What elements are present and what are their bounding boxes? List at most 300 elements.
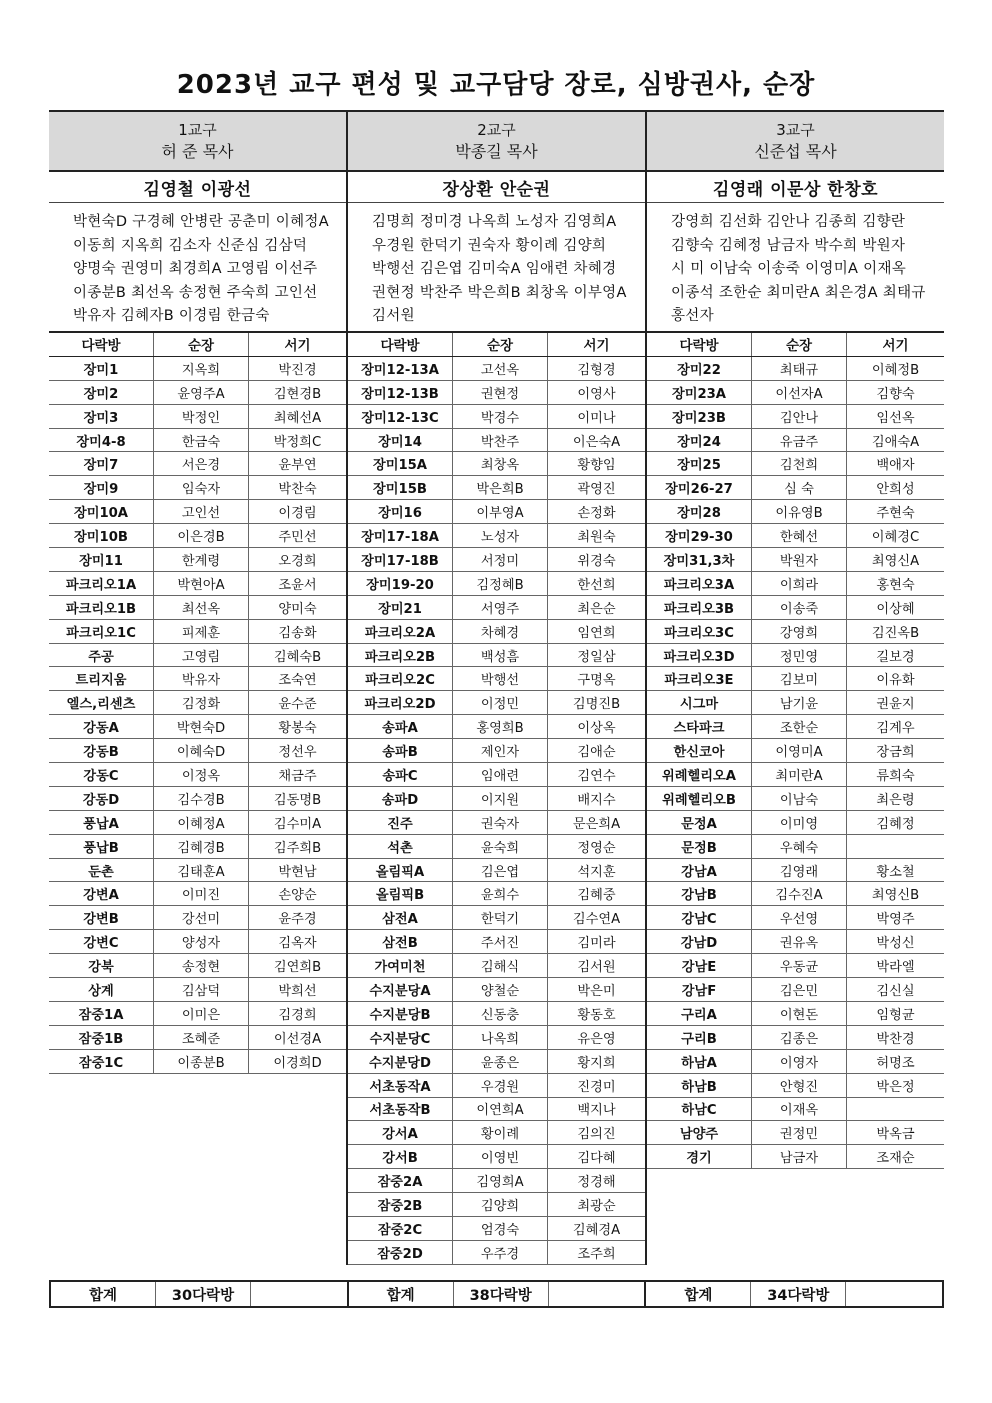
- secretary-name: 윤부연: [249, 452, 347, 476]
- table-row: [49, 428, 346, 452]
- cell-group-name: 파크리오3C: [647, 619, 752, 643]
- leader-name: 권숙자: [453, 810, 548, 834]
- secretary-name: 정영순: [548, 834, 646, 858]
- cell-group-name: 잠중2D: [348, 1240, 453, 1264]
- cell-group-name: 파크리오2B: [348, 643, 453, 667]
- total-label: 합계: [386, 1287, 415, 1304]
- leader-name: 이미영: [752, 810, 847, 834]
- leader-name: 윤숙희: [453, 834, 548, 858]
- leader-name: 박현숙D: [154, 715, 249, 739]
- elders-names: 장상환 안순권: [348, 172, 645, 203]
- cell-group-name: 장미1: [49, 356, 154, 380]
- table-row: [348, 476, 645, 500]
- table-row: [348, 834, 645, 858]
- leader-name: 이정옥: [154, 763, 249, 787]
- cell-group-name: 파크리오1C: [49, 619, 154, 643]
- leader-name: 김정혜B: [453, 571, 548, 595]
- secretary-name: 배지수: [548, 786, 646, 810]
- total-count: 34다락방: [750, 1282, 845, 1306]
- district-name: 2교구: [477, 121, 516, 139]
- leader-name: 한금숙: [154, 428, 249, 452]
- district-2-column: [346, 110, 647, 1265]
- table-row: [647, 452, 944, 476]
- secretary-name: 박옥금: [847, 1121, 945, 1145]
- leader-name: 우혜숙: [752, 834, 847, 858]
- secretary-name: 윤수준: [249, 691, 347, 715]
- leader-name: 한혜선: [752, 524, 847, 548]
- leader-name: 최창옥: [453, 452, 548, 476]
- cell-group-name: 주공: [49, 643, 154, 667]
- secretary-name: 정일삼: [548, 643, 646, 667]
- table-row: [49, 643, 346, 667]
- table-row: [348, 524, 645, 548]
- secretary-name: 권윤지: [847, 691, 945, 715]
- table-row: [647, 739, 944, 763]
- secretary-name: 김경희: [249, 1001, 347, 1025]
- secretary-name: 황향임: [548, 452, 646, 476]
- table-row: [49, 356, 346, 380]
- leader-name: 나옥희: [453, 1025, 548, 1049]
- table-row: [348, 1097, 645, 1121]
- cell-group-name: 수지분당B: [348, 1001, 453, 1025]
- table-row: [647, 810, 944, 834]
- secretary-name: 최은순: [548, 595, 646, 619]
- leader-name: 박경수: [453, 404, 548, 428]
- secretary-name: 김수미A: [249, 810, 347, 834]
- table-row: [49, 1001, 346, 1025]
- secretary-name: 이은숙A: [548, 428, 646, 452]
- cell-group-name: 상계: [49, 978, 154, 1002]
- deacon-line: 김명희 정미경 나옥희 노성자 김영희A: [372, 214, 617, 230]
- secretary-name: 오경희: [249, 548, 347, 572]
- cell-group-name: 석촌: [348, 834, 453, 858]
- deacon-line: 시 미 이남숙 이송죽 이영미A 이재옥: [671, 261, 907, 277]
- cell-group-name: 장미23B: [647, 404, 752, 428]
- secretary-name: 조윤서: [249, 571, 347, 595]
- table-row: [348, 1049, 645, 1073]
- table-row: [49, 380, 346, 404]
- table-row: [49, 930, 346, 954]
- secretary-name: 김의진: [548, 1121, 646, 1145]
- table-row: [348, 1240, 645, 1264]
- table-row: [647, 882, 944, 906]
- cell-group-name: 장미12-13C: [348, 404, 453, 428]
- cell-group-name: 가여미천: [348, 954, 453, 978]
- leader-name: 이미진: [154, 882, 249, 906]
- deacon-line: 박현숙D 구경혜 안병란 공춘미 이혜정A: [73, 214, 329, 230]
- leader-name: 유금주: [752, 428, 847, 452]
- secretary-name: 이상옥: [548, 715, 646, 739]
- cell-group-name: 강동B: [49, 739, 154, 763]
- secretary-name: 조재순: [847, 1145, 945, 1169]
- district-name: 1교구: [178, 121, 217, 139]
- pastor-name: 신준섭 목사: [754, 142, 837, 161]
- deacon-line: 이종분B 최선옥 송정현 주숙희 고인선: [73, 284, 318, 301]
- cell-group-name: 장미21: [348, 595, 453, 619]
- secretary-name: 박라엘: [847, 954, 945, 978]
- deacon-line: 김서원: [372, 308, 415, 324]
- leader-name: 이재옥: [752, 1097, 847, 1121]
- total-label: 합계: [88, 1287, 117, 1304]
- table-row: [647, 1121, 944, 1145]
- table-row: [647, 858, 944, 882]
- cell-group-name: 장미14: [348, 428, 453, 452]
- leader-name: 안형진: [752, 1073, 847, 1097]
- totals-row: [49, 1280, 944, 1308]
- leader-name: 우선영: [752, 906, 847, 930]
- pastor-name: 박종길 목사: [455, 142, 538, 161]
- leader-name: 이영빈: [453, 1145, 548, 1169]
- leader-name: 황이례: [453, 1121, 548, 1145]
- table-row: [348, 1001, 645, 1025]
- cell-group-name: 강남E: [647, 954, 752, 978]
- table-row: [348, 763, 645, 787]
- leader-name: 김정화: [154, 691, 249, 715]
- leader-name: 김양희: [453, 1193, 548, 1217]
- secretary-name: 김애숙A: [847, 428, 945, 452]
- deacon-line: 박유자 김혜자B 이경림 한금숙: [73, 308, 270, 324]
- secretary-name: 박성신: [847, 930, 945, 954]
- cell-group-name: 잠중2B: [348, 1193, 453, 1217]
- leader-name: 임숙자: [154, 476, 249, 500]
- secretary-name: 백지나: [548, 1097, 646, 1121]
- secretary-name: 이상혜: [847, 595, 945, 619]
- deacon-line: 강영희 김선화 김안나 김종희 김향란: [671, 214, 906, 230]
- cell-group-name: 강변A: [49, 882, 154, 906]
- secretary-name: 이영사: [548, 380, 646, 404]
- secretary-name: 구명옥: [548, 667, 646, 691]
- table-row: [49, 739, 346, 763]
- table-row: [647, 954, 944, 978]
- deacon-line: 박행선 김은엽 김미숙A 임애련 차혜경: [372, 261, 617, 277]
- table-row: [348, 954, 645, 978]
- leader-name: 고영림: [154, 643, 249, 667]
- secretary-name: 김혜숙B: [249, 643, 347, 667]
- cell-group-name: 경기: [647, 1145, 752, 1169]
- table-row: [348, 380, 645, 404]
- leader-name: 이희라: [752, 571, 847, 595]
- leader-name: 최미란A: [752, 763, 847, 787]
- cell-group-name: 송파B: [348, 739, 453, 763]
- leader-name: 박현아A: [154, 571, 249, 595]
- table-row: [647, 1097, 944, 1121]
- table-row: [348, 452, 645, 476]
- cell-group-name: 잠중2C: [348, 1216, 453, 1240]
- table-row: [647, 356, 944, 380]
- table-row: [49, 619, 346, 643]
- leader-name: 박정인: [154, 404, 249, 428]
- cell-group-name: 하남B: [647, 1073, 752, 1097]
- cell-group-name: 장미15B: [348, 476, 453, 500]
- secretary-name: 박정희C: [249, 428, 347, 452]
- deacon-line: 이종석 조한순 최미란A 최은경A 최태규: [671, 284, 926, 301]
- cell-group-name: 장미4-8: [49, 428, 154, 452]
- secretary-name: 박은미: [548, 978, 646, 1002]
- cell-group-name: 남양주: [647, 1121, 752, 1145]
- leader-name: 남기윤: [752, 691, 847, 715]
- leader-name: 이현돈: [752, 1001, 847, 1025]
- column-header: 순장: [453, 333, 548, 356]
- secretary-name: 조숙연: [249, 667, 347, 691]
- district-grid: [49, 110, 944, 1265]
- table-row: [348, 1025, 645, 1049]
- cell-group-name: 강북: [49, 954, 154, 978]
- cell-group-name: 풍납B: [49, 834, 154, 858]
- secretary-name: 백애자: [847, 452, 945, 476]
- secretary-name: 허명조: [847, 1049, 945, 1073]
- leader-name: 강영희: [752, 619, 847, 643]
- table-row: [348, 1073, 645, 1097]
- column-header: 서기: [548, 333, 646, 356]
- secretary-name: 이경희D: [249, 1049, 347, 1073]
- cell-group-name: 장미26-27: [647, 476, 752, 500]
- leader-name: 김종은: [752, 1025, 847, 1049]
- leader-name: 노성자: [453, 524, 548, 548]
- column-header: 순장: [154, 333, 249, 356]
- leader-name: 이혜숙D: [154, 739, 249, 763]
- district-header: [348, 110, 645, 172]
- cell-group-name: 서초동작B: [348, 1097, 453, 1121]
- table-row: [348, 571, 645, 595]
- table-row: [348, 978, 645, 1002]
- page-title: 2023년 교구 편성 및 교구담당 장로, 심방권사, 순장: [176, 70, 816, 100]
- cell-group-name: 장미22: [647, 356, 752, 380]
- table-header-row: [348, 333, 645, 356]
- cell-group-name: 강남F: [647, 978, 752, 1002]
- leader-name: 이종분B: [154, 1049, 249, 1073]
- table-row: [647, 428, 944, 452]
- leader-name: 신동충: [453, 1001, 548, 1025]
- cell-group-name: 강동D: [49, 786, 154, 810]
- cell-group-name: 파크리오3D: [647, 643, 752, 667]
- table-row: [647, 906, 944, 930]
- table-row: [647, 500, 944, 524]
- secretary-name: 김형경: [548, 356, 646, 380]
- table-row: [348, 786, 645, 810]
- cell-group-name: 파크리오3A: [647, 571, 752, 595]
- secretary-name: 황동호: [548, 1001, 646, 1025]
- table-row: [348, 1216, 645, 1240]
- table-row: [348, 356, 645, 380]
- table-row: [348, 858, 645, 882]
- cell-group-name: 문정B: [647, 834, 752, 858]
- leader-name: 김수경B: [154, 786, 249, 810]
- table-row: [647, 1049, 944, 1073]
- secretary-name: 이혜경C: [847, 524, 945, 548]
- leader-name: 김보미: [752, 667, 847, 691]
- table-row: [49, 452, 346, 476]
- secretary-name: 박은정: [847, 1073, 945, 1097]
- leader-name: 양성자: [154, 930, 249, 954]
- cell-group-name: 장미25: [647, 452, 752, 476]
- cell-group-name: 파크리오3B: [647, 595, 752, 619]
- secretary-name: 김주희B: [249, 834, 347, 858]
- cell-group-name: 장미29-30: [647, 524, 752, 548]
- district-1-column: [49, 110, 346, 1265]
- cell-group-name: 삼전B: [348, 930, 453, 954]
- cell-group-name: 파크리오1B: [49, 595, 154, 619]
- deacon-line: 김향숙 김혜정 남금자 박수희 박원자: [671, 237, 906, 254]
- secretary-name: 주현숙: [847, 500, 945, 524]
- secretary-name: 김미라: [548, 930, 646, 954]
- secretary-name: 박영주: [847, 906, 945, 930]
- secretary-name: 최은령: [847, 786, 945, 810]
- leader-name: 고인선: [154, 500, 249, 524]
- deacon-line: 권현정 박찬주 박은희B 최창옥 이부영A: [372, 284, 627, 301]
- leader-name: 강선미: [154, 906, 249, 930]
- leader-name: 남금자: [752, 1145, 847, 1169]
- table-row: [647, 763, 944, 787]
- leader-name: 고선옥: [453, 356, 548, 380]
- secretary-name: 김혜정: [847, 810, 945, 834]
- district-3-column: [647, 110, 944, 1265]
- leader-name: 김삼덕: [154, 978, 249, 1002]
- district-name: 3교구: [776, 121, 815, 139]
- table-row: [348, 428, 645, 452]
- table-row: [647, 619, 944, 643]
- leader-name: 이은경B: [154, 524, 249, 548]
- table-row: [49, 906, 346, 930]
- leader-name: 김혜경B: [154, 834, 249, 858]
- table-row: [647, 834, 944, 858]
- secretary-name: 최혜선A: [249, 404, 347, 428]
- cell-group-name: 구리B: [647, 1025, 752, 1049]
- cell-group-name: 수지분당C: [348, 1025, 453, 1049]
- cell-group-name: 송파D: [348, 786, 453, 810]
- cell-group-name: 위례헬리오A: [647, 763, 752, 787]
- leader-name: 한계령: [154, 548, 249, 572]
- cell-group-name: 강서A: [348, 1121, 453, 1145]
- leader-name: 이연희A: [453, 1097, 548, 1121]
- leader-name: 이지원: [453, 786, 548, 810]
- secretary-name: 박희선: [249, 978, 347, 1002]
- table-row: [348, 906, 645, 930]
- table-row: [49, 404, 346, 428]
- table-row: [647, 476, 944, 500]
- cell-group-name: 강동A: [49, 715, 154, 739]
- leader-name: 윤영주A: [154, 380, 249, 404]
- table-row: [49, 882, 346, 906]
- cell-group-name: 강변C: [49, 930, 154, 954]
- secretary-name: 황소철: [847, 858, 945, 882]
- secretary-name: 손정화: [548, 500, 646, 524]
- leader-name: 우동균: [752, 954, 847, 978]
- leader-name: 서영주: [453, 595, 548, 619]
- leader-name: 이영미A: [752, 739, 847, 763]
- leader-name: 박은희B: [453, 476, 548, 500]
- cell-group-table: [647, 333, 944, 1169]
- table-row: [647, 548, 944, 572]
- leader-name: 조한순: [752, 715, 847, 739]
- secretary-name: 진경미: [548, 1073, 646, 1097]
- table-row: [348, 1121, 645, 1145]
- secretary-name: 길보경: [847, 643, 945, 667]
- total-blank: [250, 1282, 347, 1306]
- column-header: 서기: [249, 333, 347, 356]
- table-row: [49, 548, 346, 572]
- table-row: [647, 643, 944, 667]
- table-row: [348, 691, 645, 715]
- cell-group-name: 장미9: [49, 476, 154, 500]
- table-row: [49, 978, 346, 1002]
- cell-group-name: 송파C: [348, 763, 453, 787]
- table-row: [647, 930, 944, 954]
- table-row: [647, 978, 944, 1002]
- leader-name: 권현정: [453, 380, 548, 404]
- secretary-name: 김향숙: [847, 380, 945, 404]
- leader-name: 권정민: [752, 1121, 847, 1145]
- table-row: [49, 858, 346, 882]
- secretary-name: 김연희B: [249, 954, 347, 978]
- secretary-name: 박찬숙: [249, 476, 347, 500]
- table-row: [49, 763, 346, 787]
- leader-name: 서정미: [453, 548, 548, 572]
- leader-name: 주서진: [453, 930, 548, 954]
- total-count: 38다락방: [453, 1282, 548, 1306]
- cell-group-name: 풍납A: [49, 810, 154, 834]
- leader-name: 피제훈: [154, 619, 249, 643]
- table-row: [348, 548, 645, 572]
- leader-name: 엄경숙: [453, 1216, 548, 1240]
- cell-group-name: 장미10A: [49, 500, 154, 524]
- table-row: [348, 1145, 645, 1169]
- cell-group-name: 강남C: [647, 906, 752, 930]
- cell-group-name: 장미3: [49, 404, 154, 428]
- secretary-name: 유은영: [548, 1025, 646, 1049]
- secretary-name: 김진옥B: [847, 619, 945, 643]
- table-row: [49, 715, 346, 739]
- leader-name: 홍영희B: [453, 715, 548, 739]
- table-header-row: [647, 333, 944, 356]
- leader-name: 최선옥: [154, 595, 249, 619]
- cell-group-name: 장미19-20: [348, 571, 453, 595]
- leader-name: 이유영B: [752, 500, 847, 524]
- cell-group-name: 장미2: [49, 380, 154, 404]
- cell-group-name: 트리지움: [49, 667, 154, 691]
- leader-name: 이정민: [453, 691, 548, 715]
- leader-name: 송정현: [154, 954, 249, 978]
- table-row: [647, 1145, 944, 1169]
- secretary-name: 김명진B: [548, 691, 646, 715]
- leader-name: 김영희A: [453, 1169, 548, 1193]
- leader-name: 우경원: [453, 1073, 548, 1097]
- cell-group-name: 파크리오3E: [647, 667, 752, 691]
- table-row: [647, 571, 944, 595]
- cell-group-name: 장미31,3차: [647, 548, 752, 572]
- leader-name: 정민영: [752, 643, 847, 667]
- leader-name: 최태규: [752, 356, 847, 380]
- table-row: [647, 786, 944, 810]
- secretary-name: 곽영진: [548, 476, 646, 500]
- leader-name: 윤희수: [453, 882, 548, 906]
- secretary-name: 최영신B: [847, 882, 945, 906]
- table-row: [49, 524, 346, 548]
- table-row: [647, 1025, 944, 1049]
- cell-group-name: 엘스,리센츠: [49, 691, 154, 715]
- table-row: [49, 1049, 346, 1073]
- table-header-row: [49, 333, 346, 356]
- table-row: [647, 1001, 944, 1025]
- secretary-name: 양미숙: [249, 595, 347, 619]
- secretary-name: 홍현숙: [847, 571, 945, 595]
- column-header: 순장: [752, 333, 847, 356]
- column-header: 다락방: [49, 333, 154, 356]
- leader-name: 이영자: [752, 1049, 847, 1073]
- cell-group-name: 장미28: [647, 500, 752, 524]
- secretary-name: 김현경B: [249, 380, 347, 404]
- cell-group-name: 강남D: [647, 930, 752, 954]
- secretary-name: 이유화: [847, 667, 945, 691]
